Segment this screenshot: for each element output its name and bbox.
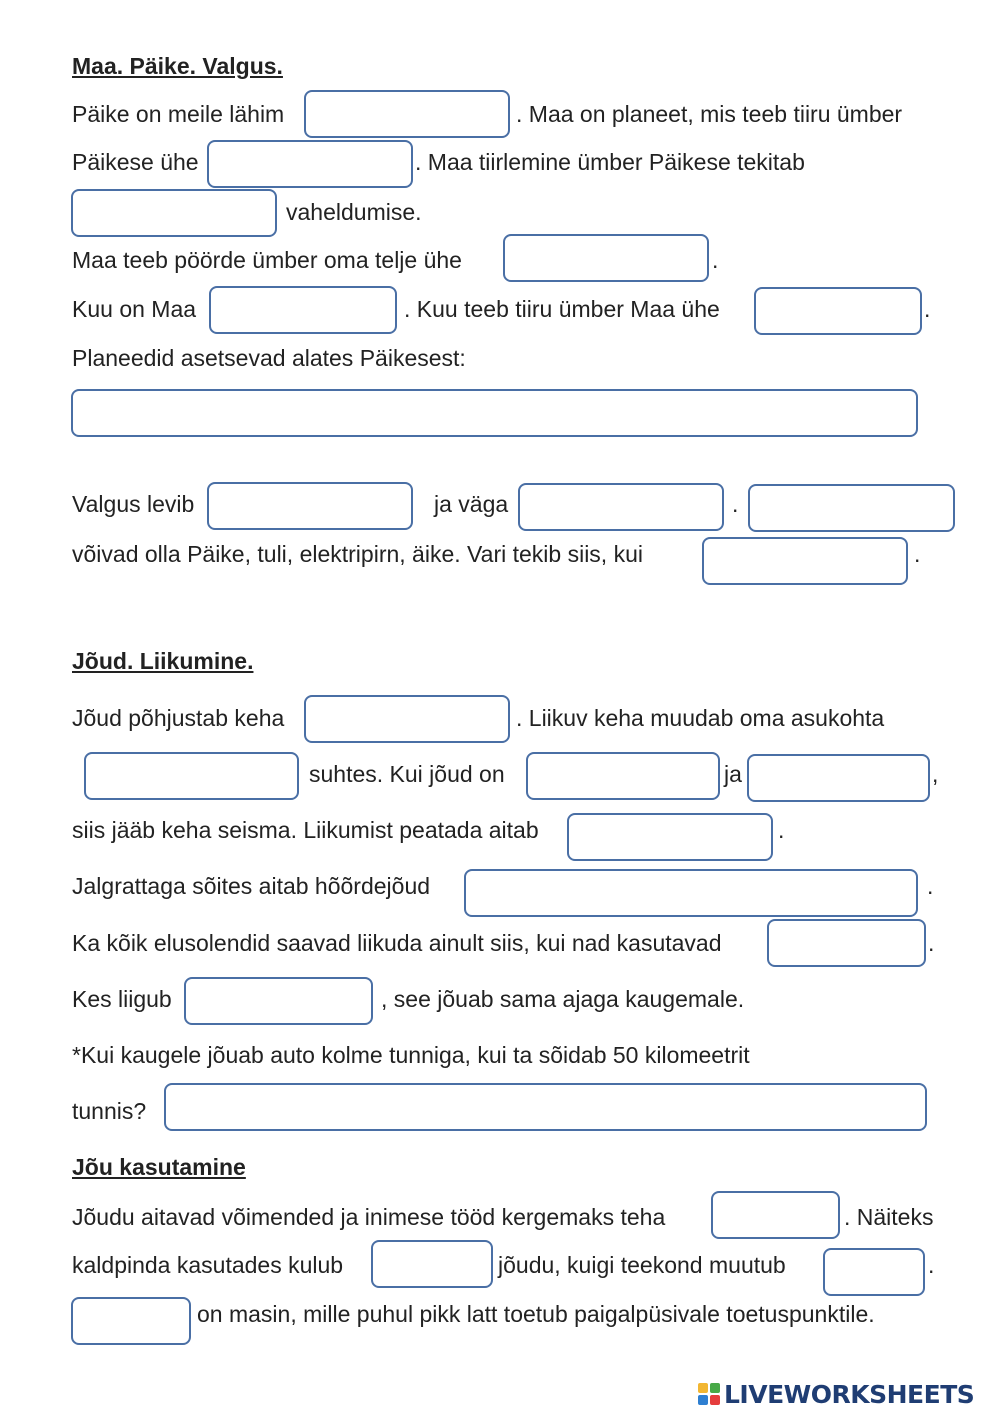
answer-input-14[interactable] — [747, 754, 930, 802]
logo-square-3 — [698, 1395, 708, 1405]
answer-input-9[interactable] — [748, 484, 955, 532]
sentence-text: jõudu, kuigi teekond muutub — [498, 1252, 786, 1278]
answer-input-17[interactable] — [767, 919, 926, 967]
sentence-text: . Näiteks — [844, 1204, 934, 1230]
sentence-text: . — [914, 541, 921, 567]
answer-input-21[interactable] — [371, 1240, 493, 1288]
answer-input-4[interactable] — [503, 234, 709, 282]
sentence-text: Kes liigub — [72, 986, 172, 1012]
sentence-text: . — [778, 817, 785, 843]
sentence-text: Päike on meile lähim — [72, 101, 285, 127]
sentence-text: Maa teeb pöörde ümber oma telje ühe — [72, 247, 462, 273]
answer-input-5[interactable] — [209, 286, 397, 334]
sentence-text: . — [928, 930, 935, 956]
sentence-text: Ka kõik elusolendid saavad liikuda ainult siis, kui nad kasutavad — [72, 930, 722, 956]
answer-input-11[interactable] — [304, 695, 510, 743]
answer-input-1[interactable] — [304, 90, 510, 138]
answer-input-7[interactable] — [207, 482, 413, 530]
sentence-text: , — [932, 761, 939, 787]
sentence-text: ja — [724, 761, 742, 787]
sentence-text: ja väga — [434, 491, 509, 517]
answer-input-13[interactable] — [526, 752, 720, 800]
sentence-text: on masin, mille puhul pikk latt toetub paigalpüsivale toetuspunktile. — [197, 1301, 875, 1327]
answer-input-19[interactable] — [164, 1083, 927, 1131]
answer-input-18[interactable] — [184, 977, 373, 1025]
logo-mark-icon — [698, 1383, 720, 1405]
sentence-text: tunnis? — [72, 1098, 147, 1124]
sentence-text: . — [712, 247, 719, 273]
sentence-text: võivad olla Päike, tuli, elektripirn, äike. Vari tekib siis, kui — [72, 541, 643, 567]
answer-input-10[interactable] — [702, 537, 908, 585]
sentence-text: . Maa on planeet, mis teeb tiiru ümber — [516, 101, 903, 127]
answer-input-2[interactable] — [207, 140, 413, 188]
liveworksheets-logo — [698, 1378, 974, 1410]
sentence-text: Päikese ühe — [72, 149, 199, 175]
answer-input-6[interactable] — [754, 287, 922, 335]
sentence-text: suhtes. Kui jõud on — [309, 761, 505, 787]
sentence-text: . Maa tiirlemine ümber Päikese tekitab — [415, 149, 805, 175]
sentence-text: *Kui kaugele jõuab auto kolme tunniga, kui ta sõidab 50 kilomeetrit — [72, 1042, 750, 1068]
logo-square-1 — [698, 1383, 708, 1393]
sentence-text: Kuu on Maa — [72, 296, 197, 322]
sentence-text: kaldpinda kasutades kulub — [72, 1252, 344, 1278]
sentence-text: Jõud põhjustab keha — [72, 705, 285, 731]
answer-input-8[interactable] — [518, 483, 724, 531]
sentence-text: vaheldumise. — [286, 199, 422, 225]
answer-input-16[interactable] — [464, 869, 918, 917]
answer-input-15[interactable] — [567, 813, 773, 861]
section-heading-force-use: Jõu kasutamine — [72, 1154, 246, 1180]
sentence-text: . — [928, 1252, 935, 1278]
sentence-text: Jõudu aitavad võimended ja inimese tööd kergemaks teha — [72, 1204, 666, 1230]
answer-input-planets[interactable] — [71, 389, 918, 437]
logo-text: LIVEWORKSHEETS — [724, 1379, 975, 1409]
sentence-text: , see jõuab sama ajaga kaugemale. — [381, 986, 745, 1012]
answer-input-3[interactable] — [71, 189, 277, 237]
sentence-text: . — [924, 296, 931, 322]
sentence-text: . — [927, 873, 934, 899]
answer-input-12[interactable] — [84, 752, 299, 800]
answer-input-22[interactable] — [823, 1248, 925, 1296]
sentence-text: siis jääb keha seisma. Liikumist peatada aitab — [72, 817, 539, 843]
logo-square-2 — [710, 1383, 720, 1393]
sentence-text: . — [732, 491, 739, 517]
sentence-text: . Kuu teeb tiiru ümber Maa ühe — [404, 296, 720, 322]
answer-input-20[interactable] — [711, 1191, 840, 1239]
section-heading-force: Jõud. Liikumine. — [72, 648, 254, 674]
sentence-text: Jalgrattaga sõites aitab hõõrdejõud — [72, 873, 431, 899]
logo-square-4 — [710, 1395, 720, 1405]
sentence-text: Valgus levib — [72, 491, 195, 517]
section-heading-sun: Maa. Päike. Valgus. — [72, 53, 283, 79]
sentence-text: Planeedid asetsevad alates Päikesest: — [72, 345, 466, 371]
sentence-text: . Liikuv keha muudab oma asukohta — [516, 705, 885, 731]
answer-input-23[interactable] — [71, 1297, 191, 1345]
